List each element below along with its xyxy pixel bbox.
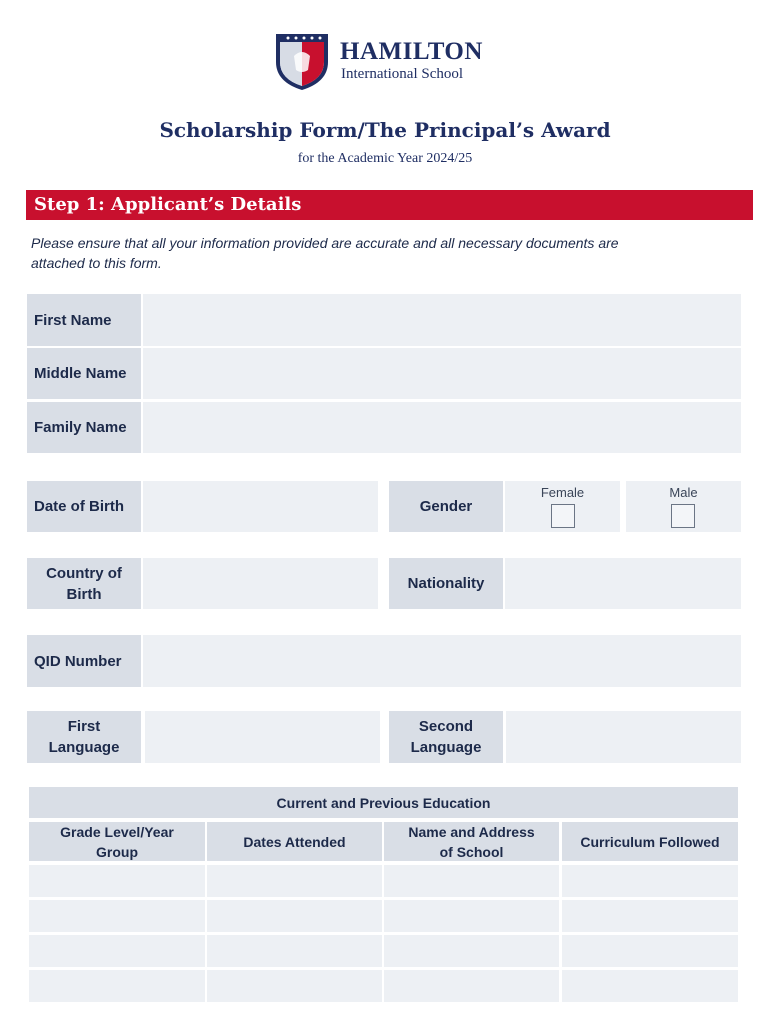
table-cell[interactable] <box>29 935 205 967</box>
country-of-birth-field[interactable] <box>143 558 378 609</box>
table-cell[interactable] <box>29 865 205 897</box>
col-curriculum-header: Curriculum Followed <box>562 822 738 861</box>
table-cell[interactable] <box>384 865 559 897</box>
logo-subname: International School <box>341 66 464 82</box>
table-cell[interactable] <box>207 935 382 967</box>
dob-field[interactable] <box>143 481 378 532</box>
table-cell[interactable] <box>207 970 382 1002</box>
step1-heading: Step 1: Applicant’s Details <box>26 190 753 220</box>
col-school-header-line2: of School <box>439 843 504 860</box>
dob-label: Date of Birth <box>27 481 141 532</box>
gender-female-cell <box>505 481 620 532</box>
first-name-label: First Name <box>27 294 141 346</box>
table-cell[interactable] <box>562 970 738 1002</box>
col-grade-level-header-line1: Grade Level/Year <box>60 823 174 840</box>
col-grade-level-header <box>29 822 205 861</box>
instruction-line-1: Please ensure that all your information provided are accurate and all necessary documents are <box>31 235 619 251</box>
nationality-label: Nationality <box>389 558 503 609</box>
table-cell[interactable] <box>29 970 205 1002</box>
gender-male-cell <box>626 481 741 532</box>
male-checkbox[interactable] <box>671 504 695 528</box>
country-of-birth-label-line1: Country of <box>46 564 122 582</box>
education-table-title: Current and Previous Education <box>29 787 738 818</box>
page-title: Scholarship Form/The Principal’s Award <box>159 118 611 142</box>
family-name-field[interactable] <box>143 402 741 453</box>
family-name-label: Family Name <box>27 402 141 453</box>
table-cell[interactable] <box>384 900 559 932</box>
female-label: Female <box>540 485 585 500</box>
table-cell[interactable] <box>384 970 559 1002</box>
col-school-header-line1: Name and Address <box>408 823 535 840</box>
col-school-name-address-header <box>384 822 559 861</box>
page-subtitle: for the Academic Year 2024/25 <box>297 151 473 166</box>
first-language-label-line2: Language <box>48 739 120 756</box>
country-of-birth-label <box>27 558 141 609</box>
second-language-label <box>389 711 503 763</box>
table-cell[interactable] <box>207 900 382 932</box>
second-language-label-line2: Language <box>410 739 482 756</box>
first-language-label <box>27 711 141 763</box>
school-logo <box>272 28 332 92</box>
table-cell[interactable] <box>562 865 738 897</box>
gender-label: Gender <box>389 481 503 532</box>
first-name-field[interactable] <box>143 294 741 346</box>
qid-field[interactable] <box>143 635 741 687</box>
instruction-line-2: attached to this form. <box>31 255 162 271</box>
male-label: Male <box>669 485 698 500</box>
col-grade-level-header-line2: Group <box>96 843 138 860</box>
logo-name: HAMILTON <box>340 38 483 65</box>
shield-crest-icon <box>272 28 332 92</box>
middle-name-field[interactable] <box>143 348 741 399</box>
qid-label: QID Number <box>27 635 141 687</box>
second-language-label-line1: Second <box>418 718 474 735</box>
table-cell[interactable] <box>29 900 205 932</box>
table-cell[interactable] <box>562 935 738 967</box>
female-checkbox[interactable] <box>551 504 575 528</box>
table-cell[interactable] <box>207 865 382 897</box>
middle-name-label: Middle Name <box>27 348 141 399</box>
country-of-birth-label-line2: Birth <box>66 585 102 603</box>
instruction-note <box>31 233 731 273</box>
first-language-field[interactable] <box>145 711 380 763</box>
col-dates-attended-header: Dates Attended <box>207 822 382 861</box>
second-language-field[interactable] <box>506 711 741 763</box>
first-language-label-line1: First <box>67 718 101 735</box>
nationality-field[interactable] <box>505 558 741 609</box>
table-cell[interactable] <box>384 935 559 967</box>
table-cell[interactable] <box>562 900 738 932</box>
